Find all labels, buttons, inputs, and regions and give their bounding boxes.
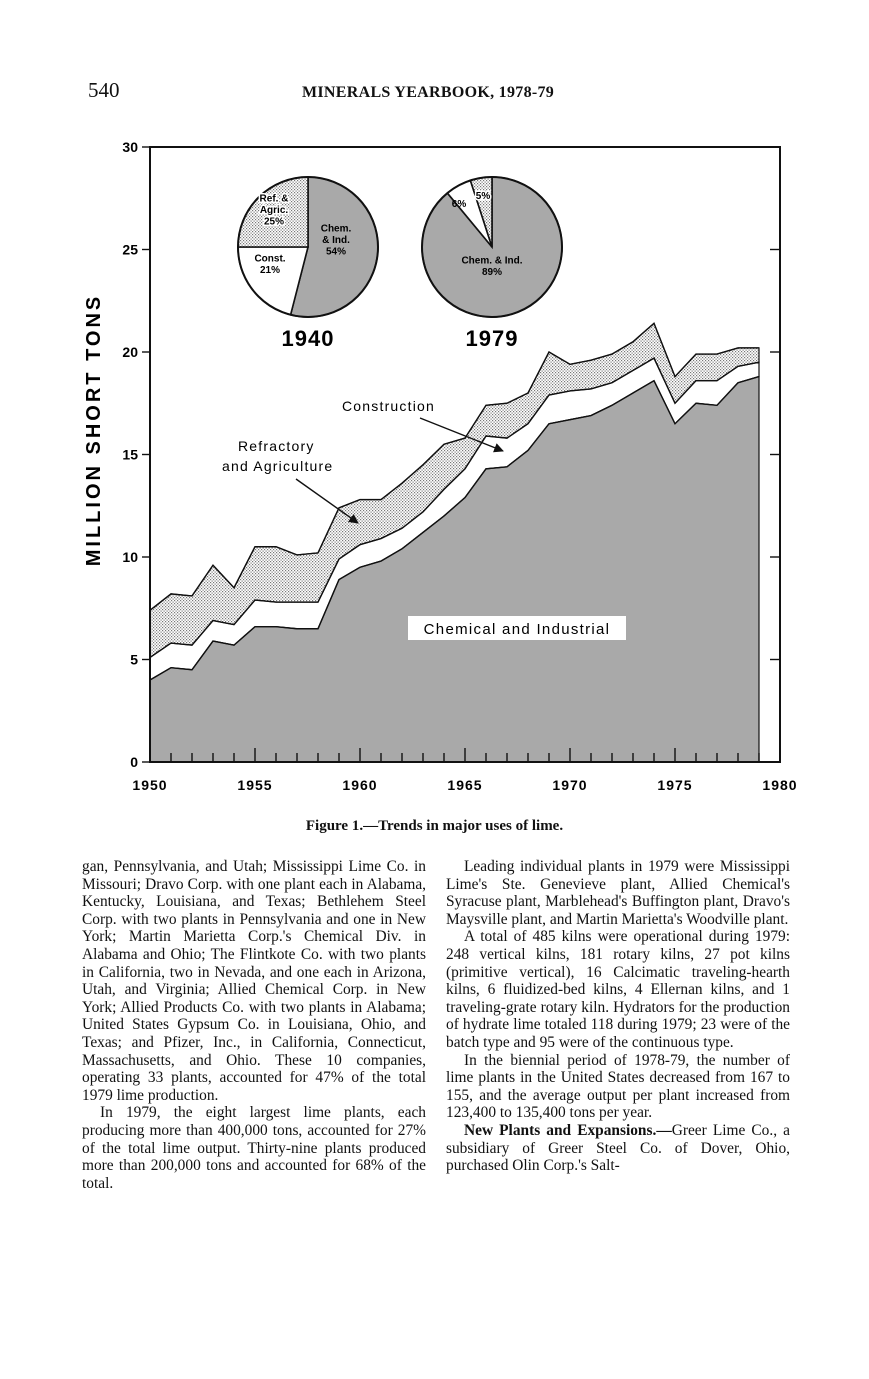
paragraph (446, 1122, 790, 1175)
page-number: 540 (88, 78, 120, 102)
paragraph: In the biennial period of 1978-79, the number of lime plants in the United States decreased from 167 to 155, and the average output per plant increased from 123,400 to 135,400 tons per year. (446, 1051, 790, 1122)
body-column-left (82, 858, 426, 1192)
pie-1940-slice-label: 25% (263, 216, 285, 228)
x-tick-label: 1975 (657, 777, 693, 793)
running-title: MINERALS YEARBOOK, 1978-79 (302, 84, 555, 101)
pie-1979-slice-label: 5% (475, 191, 491, 202)
y-tick-label: 5 (130, 651, 138, 668)
refractory-arrow (296, 479, 358, 523)
pie-1979-slice-label: 89% (481, 266, 503, 278)
paragraph: Leading individual plants in 1979 were Mississippi Lime's Ste. Genevieve plant, Allied Chemical's Syracuse plant, Marblehead's Buffington plant, Dravo's Maysville plant, and Martin Marietta's Woodville plant. (446, 858, 790, 928)
construction-annotation: Construction (342, 398, 435, 414)
x-tick-label: 1980 (762, 777, 798, 793)
paragraph: A total of 485 kilns were operational during 1979: 248 vertical kilns, 181 rotary kilns, 27 pot kilns (primitive vertical), 16 Calcimatic traveling-hearth kilns, 6 fluidized-bed kilns, 4 Ellernan kilns, and 1 traveling-grate rotary kiln. Hydrators for the production of hydrate lime totaled 118 during 1979; 23 were of the batch type and 95 were of the continuous type. (446, 928, 790, 1051)
pie-1979-slice-label: 6% (451, 199, 467, 210)
paragraph: In 1979, the eight largest lime plants, each producing more than 400,000 tons, accounted for 27% of the total lime output. Thirty-nine plants produced more than 200,000 tons and accounted for 68% of the total. (82, 1104, 426, 1192)
chem-industrial-annotation: Chemical and Industrial (423, 621, 611, 638)
x-tick-label: 1950 (132, 777, 168, 793)
pie-year-label: 1940 (281, 326, 335, 351)
pie-1940-slice-label: Const. (254, 253, 286, 265)
pie-1940-slice-label: & Ind. (322, 235, 350, 246)
paragraph: gan, Pennsylvania, and Utah; Mississippi Lime Co. in Missouri; Dravo Corp. with one plant each in Alabama, Kentucky, Louisiana, and Texas; Bethlehem Steel Corp. with two plants in Pennsylvania and one in New York; Martin Marietta Corp.'s Chemical Div. in Alabama and Ohio; The Flintkote Co. with two plants in California, two in Nevada, and one each in Arizona, Utah, and Virginia; Allied Chemical Corp. in New York; Allied Products Co. with two plants in Alabama; United States Gypsum Co. in Louisiana, Ohio, and Texas; and Pfizer, Inc., in California, Connecticut, Massachusetts, and Ohio. These 10 companies, operating 33 plants, accounted for 47% of the total 1979 lime production. (82, 858, 426, 1104)
section-run-in-heading: New Plants and Expansions.— (464, 1121, 672, 1139)
y-tick-label: 30 (122, 139, 138, 155)
x-tick-label: 1965 (447, 777, 483, 793)
refractory-annotation-line1: Refractory (238, 438, 315, 454)
figure-caption: Figure 1.—Trends in major uses of lime. (305, 818, 564, 834)
pie-1940-slice-label: Chem. (320, 223, 352, 235)
pie-1979-slice-label: Chem. & Ind. (461, 255, 523, 267)
pie-1940-slice-label: 21% (259, 264, 281, 276)
x-tick-label: 1960 (342, 777, 378, 793)
chem-industrial-area (150, 377, 759, 762)
pie-year-label: 1979 (465, 326, 519, 351)
y-tick-label: 10 (122, 549, 138, 565)
y-tick-label: 20 (122, 344, 138, 360)
y-axis-label: MILLION SHORT TONS (83, 293, 105, 567)
y-tick-label: 0 (130, 754, 138, 770)
refractory-annotation-line2: and Agriculture (222, 458, 334, 474)
x-tick-label: 1970 (552, 777, 588, 793)
y-tick-label: 15 (122, 446, 138, 463)
pie-1940-slice-label: Agric. (259, 205, 289, 216)
body-column-right (446, 858, 790, 1175)
pie-1940-slice-label: 54% (325, 246, 347, 258)
x-tick-label: 1955 (237, 777, 273, 793)
pie-1940-slice-label: Ref. & (259, 193, 289, 205)
section-run-in-text: Greer Lime Co., a subsidiary of Greer Steel Co. of Dover, Ohio, purchased Olin Corp.'s Salt- (446, 1121, 790, 1175)
y-tick-label: 25 (122, 241, 138, 258)
